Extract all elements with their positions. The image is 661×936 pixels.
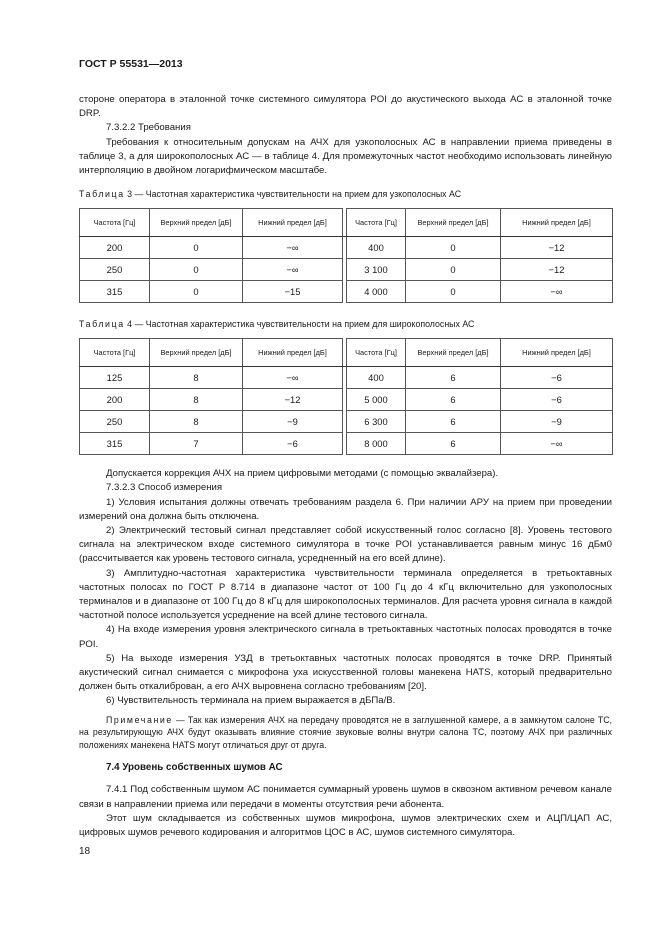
table3-header-cell: Нижний предел [дБ] [243, 209, 343, 237]
table3-header-cell: Верхний предел [дБ] [150, 209, 243, 237]
table4-header-cell: Нижний предел [дБ] [501, 339, 613, 367]
table3-header-cell: Частота [Гц] [347, 209, 406, 237]
table-cell: 6 [406, 367, 501, 389]
table-row [80, 367, 613, 389]
table-cell: −6 [501, 367, 613, 389]
table-cell: 0 [150, 237, 243, 259]
table-cell: 125 [80, 367, 150, 389]
table3-header-cell: Частота [Гц] [80, 209, 150, 237]
table4-header-row [80, 339, 613, 367]
table4-header-cell: Верхний предел [дБ] [150, 339, 243, 367]
table-cell: −12 [243, 389, 343, 411]
table-cell: −9 [501, 411, 613, 433]
paragraph-noise-sources: Этот шум складывается из собственных шумов микрофона, шумов электрических схем и АЦП/ЦАП АС, цифровых шумов речевого кодирования и алгоритмов ЦОС в АС, шумов системного симулятора. [79, 812, 612, 838]
list-item: 4) На входе измерения уровня электрического сигнала в третьоктавных частотных полосах проводятся в точке POI. [79, 624, 612, 650]
page-content [79, 93, 612, 840]
table-cell: −6 [243, 433, 343, 455]
table-cell: 6 [406, 433, 501, 455]
table-cell: 8 [150, 411, 243, 433]
table3-header-cell: Нижний предел [дБ] [501, 209, 613, 237]
section-heading-7-4: 7.4 Уровень собственных шумов АС [106, 762, 283, 774]
document-header: ГОСТ Р 55531—2013 [79, 58, 183, 70]
paragraph-7-4-1: 7.4.1 Под собственным шумом АС понимается суммарный уровень шумов в сквозном активном речевом канале связи в направлении приема или передачи в моменты отсутствия речи абонента. [79, 784, 612, 810]
paragraph-correction: Допускается коррекция АЧХ на прием цифровыми методами (с помощью эквалайзера). [106, 468, 499, 480]
table-cell: −6 [501, 389, 613, 411]
note-label: Примечание [106, 714, 173, 725]
table-cell: 400 [347, 237, 406, 259]
list-item: 2) Электрический тестовый сигнал представляет собой искусственный голос согласно [8]. Уровень тестового сигнала на электрическом входе системного симулятора в точке POI устанавливается равным минус 16 дБм0 (рассчитывается как уровень тестового сигнала, усредненный на его всей длине). [79, 525, 612, 565]
table-cell: 5 000 [347, 389, 406, 411]
table4-header-cell: Частота [Гц] [80, 339, 150, 367]
section-heading-7-3-2-3: 7.3.2.3 Способ измерения [106, 482, 223, 494]
table-row [80, 389, 613, 411]
table-cell: −∞ [501, 433, 613, 455]
table4-header-cell: Верхний предел [дБ] [406, 339, 501, 367]
table3-header-cell: Верхний предел [дБ] [406, 209, 501, 237]
paragraph-poi-drp: стороне оператора в эталонной точке системного симулятора POI до акустического выхода АС в эталонной точке DRP. [79, 94, 612, 120]
table-row [80, 433, 613, 455]
table-row [80, 237, 613, 259]
table-cell: −∞ [501, 281, 613, 303]
paragraph-requirements: Требования к относительным допускам на АЧХ для узкополосных АС в направлении приема приведены в таблице 3, а для широкополосных АС — в таблице 4. Для промежуточных частот необходимо использовать линейную интерполяцию в двойном логарифмическом масштабе. [79, 136, 612, 177]
table-cell: 0 [150, 259, 243, 281]
table-cell: 8 [150, 389, 243, 411]
table-cell: −∞ [243, 367, 343, 389]
table-row [80, 281, 613, 303]
page-number: 18 [79, 846, 91, 857]
table-cell: −9 [243, 411, 343, 433]
table-cell: 8 000 [347, 433, 406, 455]
table3 [79, 208, 613, 303]
note [79, 714, 612, 752]
table-cell: 7 [150, 433, 243, 455]
table-cell: 250 [80, 411, 150, 433]
note-text: — Так как измерения АЧХ на передачу проводятся не в заглушенной камере, а в замкнутом салоне ТС, на результирующую АЧХ будут оказывать влияние стоячие звуковые волны внутри салона ТС, поэтому АЧХ при различных положениях манекена HATS могут отличаться друг от друга. [79, 714, 612, 750]
table-cell: 3 100 [347, 259, 406, 281]
table3-caption: Таблица 3 — Частотная характеристика чувствительности на прием для узкополосных АС [79, 189, 462, 200]
section-heading-7-3-2-2: 7.3.2.2 Требования [106, 122, 191, 134]
table-cell: 6 [406, 389, 501, 411]
table-cell: 6 300 [347, 411, 406, 433]
table-cell: −∞ [243, 259, 343, 281]
table-row [80, 259, 613, 281]
table4-header-cell: Частота [Гц] [347, 339, 406, 367]
table-cell: 0 [406, 259, 501, 281]
table-cell: 400 [347, 367, 406, 389]
table-cell: 0 [150, 281, 243, 303]
table-cell: 200 [80, 389, 150, 411]
table-cell: 8 [150, 367, 243, 389]
table-cell: 315 [80, 281, 150, 303]
table-cell: 250 [80, 259, 150, 281]
table4 [79, 338, 613, 455]
table-cell: −15 [243, 281, 343, 303]
table-cell: 0 [406, 281, 501, 303]
table-cell: 4 000 [347, 281, 406, 303]
table-cell: −∞ [243, 237, 343, 259]
table-row [80, 411, 613, 433]
table-cell: 6 [406, 411, 501, 433]
table-cell: 200 [80, 237, 150, 259]
table3-header-row [80, 209, 613, 237]
list-item: 3) Амплитудно-частотная характеристика чувствительности терминала определяется в третьоктавных частотных полосах по ГОСТ Р 8.714 в диапазоне частот от 100 Гц до 4 кГц включительно для узкополосных терминалов и в диапазоне от 100 Гц до 8 кГц для широкополосных терминалов. Для расчета уровня сигнала в каждой частотной полосе используется усреднение на всей длине тестового сигнала. [79, 567, 612, 622]
list-item: 6) Чувствительность терминала на прием выражается в дБПа/В. [106, 695, 396, 707]
list-item: 5) На выходе измерения УЗД в третьоктавных частотных полосах проводятся в точке DRP. Принятый акустический сигнал снимается с микрофона уха искусственной головы манекена HATS, который предварительно должен быть откалиброван, а его АЧХ выровнена согласно требованиям [20]. [79, 652, 612, 693]
table-cell: −12 [501, 259, 613, 281]
table-cell: 315 [80, 433, 150, 455]
table4-header-cell: Нижний предел [дБ] [243, 339, 343, 367]
table4-caption: Таблица 4 — Частотная характеристика чувствительности на прием для широкополосных АС [79, 319, 475, 330]
table-cell: −12 [501, 237, 613, 259]
list-item: 1) Условия испытания должны отвечать требованиям раздела 6. При наличии АРУ на прием при проведении измерений она должна быть отключена. [79, 496, 612, 522]
table-cell: 0 [406, 237, 501, 259]
